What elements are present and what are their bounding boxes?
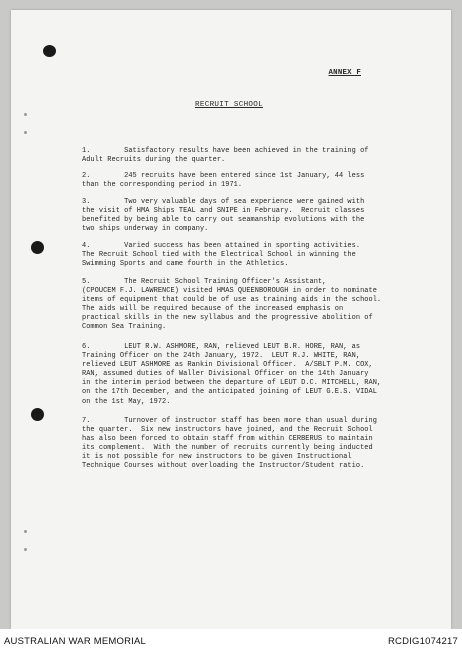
text-line: it is not possible for new instructors to be given Instructional	[82, 453, 352, 462]
text-line: 5. The Recruit School Training Officer's Assistant,	[82, 278, 327, 286]
text-line: RAN, assumed duties of Waller Divisional Officer on the 14th January	[82, 370, 369, 379]
institution-name: AUSTRALIAN WAR MEMORIAL	[4, 636, 147, 647]
staple-mark	[24, 113, 27, 116]
text-line: in the interim period between the departure of LEUT D.C. MITCHELL, RAN,	[82, 379, 382, 388]
paragraph-5	[82, 278, 404, 333]
text-line: Swimming Sports and came fourth in the Athletics.	[82, 260, 289, 269]
text-line: Technique Courses without overloading the Instructor/Student ratio.	[82, 462, 365, 471]
text-line: its complement. With the number of recruits currently being inducted	[82, 444, 373, 453]
text-line: 3. Two very valuable days of sea experience were gained with	[82, 198, 365, 206]
text-line: on the 1st May, 1972.	[82, 397, 171, 406]
text-line: Common Sea Training.	[82, 323, 167, 332]
text-line: than the corresponding period in 1971.	[82, 181, 243, 190]
text-line: the visit of HMA Ships TEAL and SNIPE in February. Recruit classes	[82, 207, 365, 216]
paragraph-2	[82, 172, 404, 190]
paragraph-3	[82, 198, 404, 234]
text-line: items of equipment that could be of use as training aids in the school.	[82, 296, 382, 305]
text-line: two ships underway in company.	[82, 225, 209, 234]
punch-hole-middle	[31, 241, 44, 254]
staple-mark	[24, 548, 27, 551]
text-line: on the 17th December, and the anticipated joining of LEUT G.E.S. VIDAL	[82, 388, 377, 397]
text-line: The aids will be required because of the increased emphasis on	[82, 305, 344, 314]
text-line: 1. Satisfactory results have been achieved in the training of	[82, 147, 369, 155]
paragraph-4	[82, 242, 404, 269]
text-line: 4. Varied success has been attained in sporting activities.	[82, 242, 361, 250]
text-line: The Recruit School tied with the Electrical School in winning the	[82, 251, 356, 260]
text-line: has also been forced to obtain staff from within CERBERUS to maintain	[82, 435, 373, 444]
text-line: 6. LEUT R.W. ASHMORE, RAN, relieved LEUT B.R. HORE, RAN, as	[82, 343, 361, 351]
text-line: practical skills in the new syllabus and the progressive abolition of	[82, 314, 373, 323]
text-line: 2. 245 recruits have been entered since 1st January, 44 less	[82, 172, 365, 180]
staple-mark	[24, 131, 27, 134]
record-id: RCDIG1074217	[388, 636, 458, 647]
text-line: benefited by being able to carry out seamanship evolutions with the	[82, 216, 365, 225]
paragraph-7	[82, 417, 404, 472]
annex-label: ANNEX F	[328, 69, 361, 77]
text-line: the quarter. Six new instructors have joined, and the Recruit School	[82, 426, 373, 435]
page-title: RECRUIT SCHOOL	[195, 101, 263, 109]
text-line: relieved LEUT ASHMORE as Rankin Divisional Officer. A/SBLT P.M. COX,	[82, 361, 373, 370]
text-line: Adult Recruits during the quarter.	[82, 156, 226, 165]
document-page	[11, 10, 451, 629]
punch-hole-bottom	[31, 408, 44, 421]
archive-footer	[0, 629, 462, 653]
text-line: Training Officer on the 24th January, 1972. LEUT R.J. WHITE, RAN,	[82, 352, 361, 361]
text-line: (CPOUCEM F.J. LAWRENCE) visited HMAS QUEENBOROUGH in order to nominate	[82, 287, 377, 296]
punch-hole-top	[43, 45, 56, 57]
staple-mark	[24, 530, 27, 533]
text-line: 7. Turnover of instructor staff has been more than usual during	[82, 417, 377, 425]
paragraph-6	[82, 343, 404, 407]
paragraph-1	[82, 147, 404, 165]
